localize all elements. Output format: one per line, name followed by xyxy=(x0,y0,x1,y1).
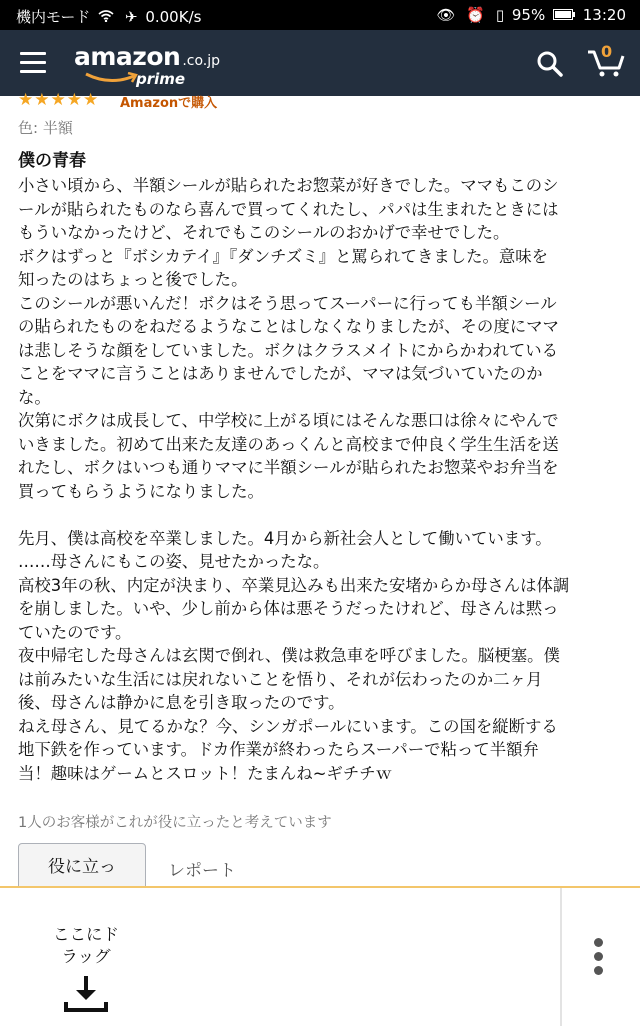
alarm-icon: ⏰ xyxy=(466,6,486,24)
battery-icon xyxy=(553,6,575,24)
review-line: 当！趣味はゲームとスロット！たまんね~ギチチｗ xyxy=(18,763,392,783)
review-line: ……母さんにもこの姿、見せたかったな。 xyxy=(18,552,330,571)
review-line: 小さい頃から、半額シールが貼られたお惣菜が好きでした。ママもこのシ xyxy=(18,176,559,195)
cart-button[interactable] xyxy=(586,44,626,80)
network-speed: 0.00K/s xyxy=(145,8,202,26)
review-line: な。 xyxy=(18,387,51,407)
review-line xyxy=(18,503,622,527)
download-arrow-icon xyxy=(60,974,112,1014)
more-options-icon[interactable] xyxy=(594,938,606,980)
drop-zone[interactable] xyxy=(38,924,134,1014)
review-line: ねえ母さん、見てるかな？今、シンガポールにいます。この国を縦断する xyxy=(18,716,558,736)
vibrate-icon: ▯ xyxy=(495,6,505,24)
menu-icon[interactable] xyxy=(20,52,46,74)
status-bar xyxy=(0,0,640,30)
verified-purchase-badge: Amazonで購入 xyxy=(120,96,218,111)
airplane-mode-label: 機内モード xyxy=(16,8,91,26)
eye-icon: 👁 xyxy=(436,6,456,24)
review-line: 地下鉄を作っています。ドカ作業が終わったらスーパーで粘って半額弁 xyxy=(18,740,539,759)
review-line: もういなかったけど、それでもこのシールのおかげで幸せでした。 xyxy=(18,223,510,242)
clock: 13:20 xyxy=(582,6,626,24)
review-line: を崩しました。いや、少し前から体は悪そうだったけれど、母さんは黙っ xyxy=(18,599,559,618)
amazon-logo[interactable]: amazon .co.jp prime xyxy=(74,42,221,88)
cart-count: 0 xyxy=(601,42,613,61)
smile-arrow-icon xyxy=(84,72,140,84)
search-icon[interactable] xyxy=(536,50,564,82)
review-line: ことをママに言うことはありませんでしたが、ママは気づいていたのか xyxy=(18,364,543,383)
review-line: の貼られたものをねだるようなことはしなくなりましたが、その度にママ xyxy=(18,317,559,336)
review-line: 後、母さんは静かに息を引き取ったのです。 xyxy=(18,693,345,712)
drop-label-line1: ここにド xyxy=(53,925,119,944)
review-body xyxy=(18,174,622,785)
divider xyxy=(560,888,562,1026)
review-line: は悲しそうな顔をしていました。ボクはクラスメイトにからかわれている xyxy=(18,340,559,360)
review-line: このシールが悪いんだ！ボクはそう思ってスーパーに行っても半額シール xyxy=(18,293,557,313)
airplane-icon: ✈ xyxy=(124,8,138,26)
review-line: 知ったのはちょっと後でした。 xyxy=(18,270,248,289)
variant-color: 色: 半額 xyxy=(18,119,73,137)
review-line: 高校3年の秋、内定が決まり、卒業見込みも出来た安堵からか母さんは体調 xyxy=(18,575,570,595)
review-line: 次第にボクは成長して、中学校に上がる頃にはそんな悪口は徐々にやんで xyxy=(18,411,559,430)
review-line: 先月、僕は高校を卒業しました。4月から新社会人として働いています。 xyxy=(18,528,552,548)
review-line: ボクはずっと『ボシカテイ』『ダンチズミ』と罵られてきました。意味を xyxy=(18,246,549,266)
review-line: ールが貼られたものなら喜んで買ってくれたし、パパは生まれたときには xyxy=(18,199,559,219)
helpful-count: 1人のお客様がこれが役に立ったと考えています xyxy=(18,815,332,831)
report-link[interactable]: レポート xyxy=(168,861,236,881)
review-line: 買ってもらうようになりました。 xyxy=(18,481,264,501)
drop-label-line2: ラッグ xyxy=(61,947,111,966)
star-rating: ★★★★★ xyxy=(18,90,100,108)
review-line: ていたのです。 xyxy=(18,622,132,642)
wifi-icon xyxy=(98,8,114,26)
helpful-button[interactable]: 役に立っ xyxy=(18,843,146,903)
review-title: 僕の青春 xyxy=(18,151,86,171)
review-line: は前みたいな生活には戻れないことを悟り、それが伝わったのか二ヶ月 xyxy=(18,669,543,689)
battery-level: 95% xyxy=(511,6,546,24)
drag-drawer xyxy=(0,886,640,1026)
review-line: 夜中帰宅した母さんは玄関で倒れ、僕は救急車を呼びました。脳梗塞。僕 xyxy=(18,646,560,665)
review-line: いきました。初めて出来た友達のあっくんと高校まで仲良く学生生活を送 xyxy=(18,434,559,454)
review-line: れたし、ボクはいつも通りママに半額シールが貼られたお惣菜やお弁当を xyxy=(18,458,559,477)
